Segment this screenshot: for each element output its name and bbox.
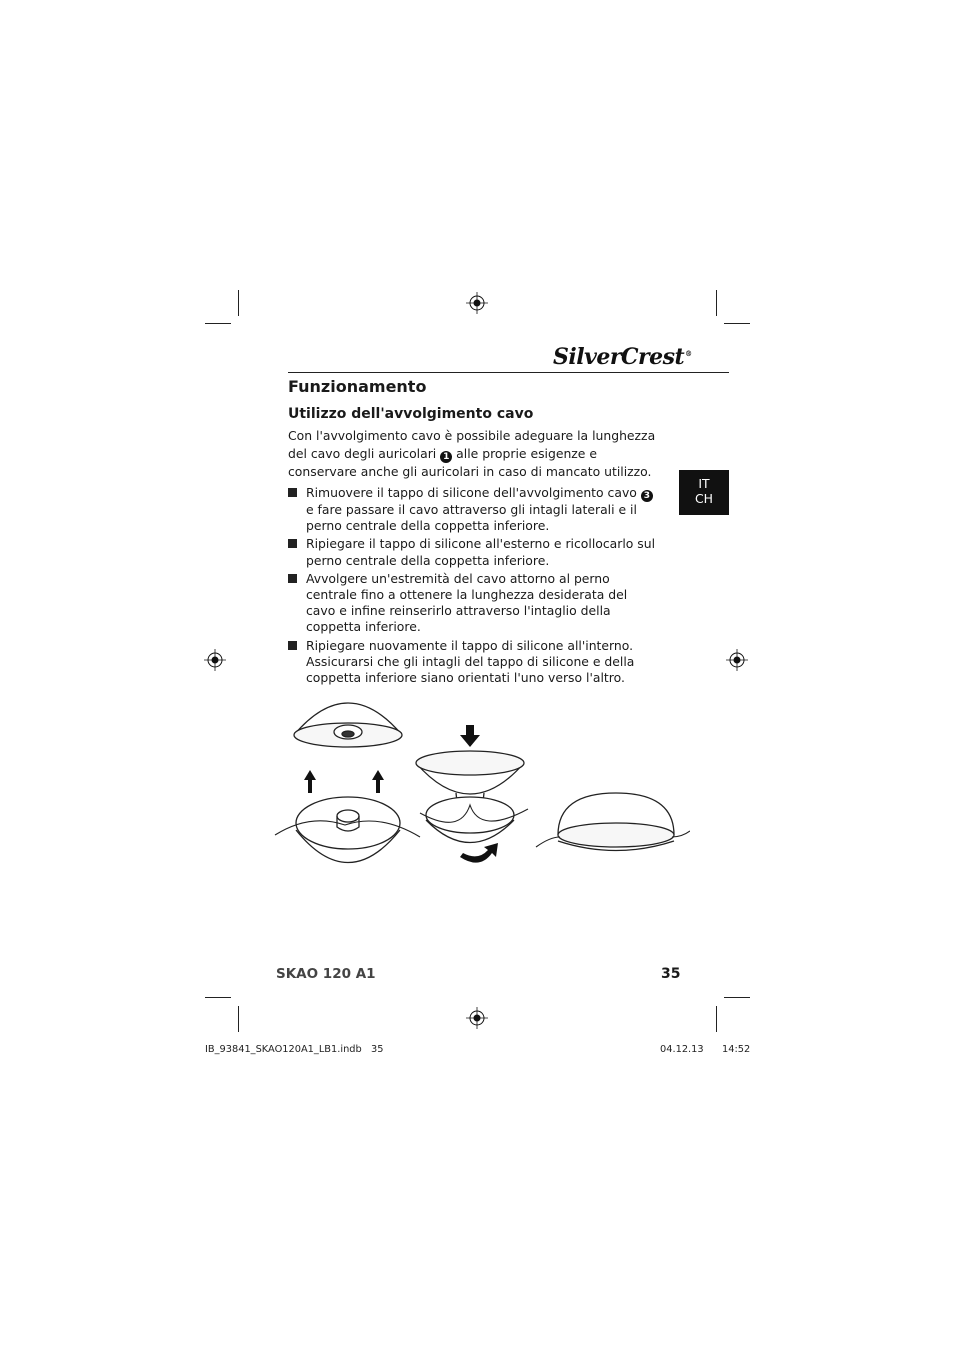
crop-mark: [238, 290, 239, 316]
crop-mark: [205, 323, 231, 324]
language-code: IT: [698, 476, 710, 491]
page-number: 35: [661, 966, 681, 982]
list-item: [288, 536, 660, 568]
crop-mark: [205, 997, 231, 998]
section-title: Funzionamento: [288, 377, 427, 396]
slug-date: 04.12.13: [660, 1044, 704, 1055]
crop-mark: [238, 1006, 239, 1032]
crop-mark: [716, 290, 717, 316]
step-text: Avvolgere un'estremità del cavo attorno al perno centrale fino a ottenere la lunghezza desiderata del cavo e infine reinserirlo attraverso l'intaglio della coppetta inferiore.: [306, 570, 628, 635]
list-item: [288, 638, 660, 687]
registered-mark: ®: [685, 348, 692, 358]
model-number: SKAO 120 A1: [276, 966, 376, 982]
reference-number-icon: 1: [440, 451, 452, 463]
section-subtitle: Utilizzo dell'avvolgimento cavo: [288, 406, 534, 422]
step-text: e fare passare il cavo attraverso gli intagli laterali e il perno centrale della coppetta inferiore.: [306, 502, 637, 534]
registration-mark-icon: [726, 649, 748, 671]
list-item: [288, 571, 660, 636]
bullet-square-icon: [288, 488, 297, 497]
cable-winder-illustration: [270, 685, 690, 880]
intro-text-before: Con l'avvolgimento cavo è possibile adeguare la lunghezza del cavo degli auricolari: [288, 428, 656, 461]
closed-winder: [536, 793, 690, 851]
slug-filename: IB_93841_SKAO120A1_LB1.indb 35: [205, 1044, 384, 1055]
cup-assembly: [416, 751, 528, 843]
intro-text-after: alle proprie esigenze e conservare anche gli auricolari in caso di mancato utilizzo.: [288, 445, 652, 479]
bullet-square-icon: [288, 574, 297, 583]
slug-time: 14:52: [722, 1044, 751, 1055]
registration-mark-icon: [204, 649, 226, 671]
step-text: Ripiegare il tappo di silicone all'esterno e ricollocarlo sul perno centrale della coppetta inferiore.: [306, 536, 656, 568]
instruction-list: [288, 485, 660, 688]
list-item: [288, 485, 660, 534]
brand-name: SilverCrest: [553, 344, 685, 370]
crop-mark: [724, 323, 750, 324]
lid-lifted: [294, 703, 402, 747]
crop-mark: [716, 1006, 717, 1032]
language-tab: [679, 470, 729, 515]
bullet-square-icon: [288, 539, 297, 548]
step-text: Ripiegare nuovamente il tappo di silicone all'interno. Assicurarsi che gli intagli del tappo di silicone e della coppetta inferiore siano orientati l'uno verso l'altro.: [306, 637, 635, 686]
bottom-cup: [275, 797, 420, 863]
rotate-arrow-icon: [460, 843, 498, 863]
step-text: Rimuovere il tappo di silicone dell'avvolgimento cavo: [306, 485, 637, 500]
arrow-down-icon: [460, 725, 480, 747]
bullet-square-icon: [288, 641, 297, 650]
reference-number-icon: 3: [641, 490, 653, 502]
brand-logo: [553, 344, 692, 370]
arrow-up-icon: [304, 770, 384, 793]
intro-paragraph: [288, 427, 660, 480]
crop-mark: [724, 997, 750, 998]
registration-mark-icon: [466, 1007, 488, 1029]
header-rule: [288, 372, 729, 373]
country-code: CH: [695, 491, 713, 506]
registration-mark-icon: [466, 292, 488, 314]
